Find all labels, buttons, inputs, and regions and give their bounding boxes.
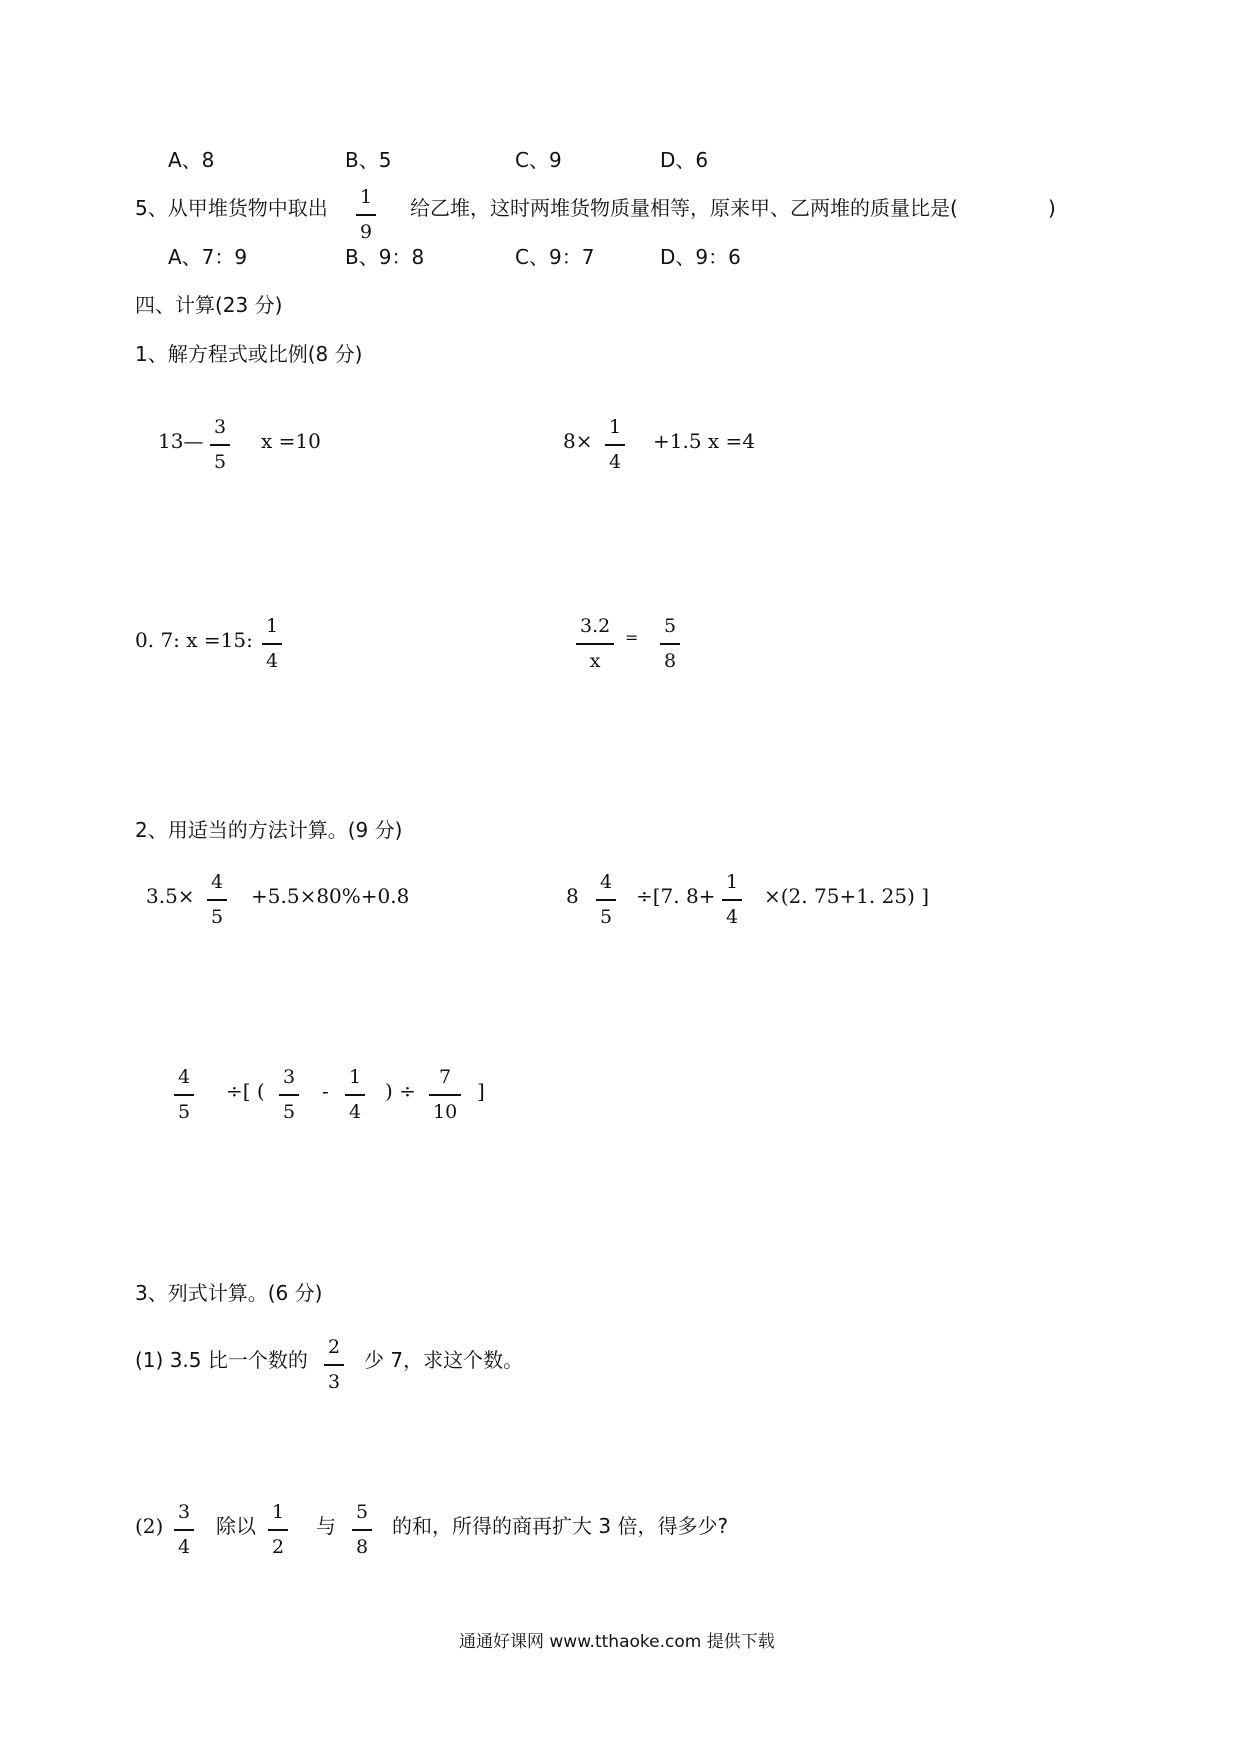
eq4-frac2-den: 8	[664, 650, 677, 672]
q5-paren-close: )	[1048, 196, 1056, 220]
expr3-fraction-1	[174, 1068, 194, 1122]
part1-title: 1、解方程式或比例(8 分)	[135, 342, 363, 366]
p2-t2: 与	[316, 1514, 336, 1538]
section-title: 四、计算(23 分)	[135, 293, 283, 317]
p1-suffix: 少 7，求这个数。	[364, 1348, 524, 1372]
q5-option-b: B、9：8	[345, 245, 425, 269]
q4-option-c: C、9	[515, 148, 562, 172]
part2-title: 2、用适当的方法计算。(9 分)	[135, 818, 403, 842]
eq2-fraction	[605, 418, 625, 472]
p2-frac2-num: 1	[272, 1501, 285, 1523]
expr3-t2: -	[322, 1079, 329, 1103]
eq2-left: 8×	[563, 429, 593, 453]
p1-frac-den: 3	[328, 1371, 341, 1393]
page-footer: 通通好课网 www.tthaoke.com 提供下载	[459, 1632, 775, 1652]
q5-option-c: C、9：7	[515, 245, 595, 269]
expr2-fraction-1	[596, 873, 616, 927]
eq3-frac-num: 1	[266, 615, 279, 637]
eq4-frac1-num: 3.2	[580, 615, 611, 637]
eq4-frac2-num: 5	[664, 615, 677, 637]
p1-prefix: (1) 3.5 比一个数的	[135, 1348, 308, 1372]
q5-prefix: 5、从甲堆货物中取出	[135, 196, 328, 220]
q5-option-a: A、7：9	[168, 245, 248, 269]
p2-frac1-num: 3	[178, 1501, 191, 1523]
p1-frac-num: 2	[328, 1336, 341, 1358]
expr2-mid: ÷[7. 8+	[636, 884, 716, 908]
expr1-left: 3.5×	[146, 884, 195, 908]
expr3-fraction-2	[279, 1068, 299, 1122]
expr3-frac3-den: 4	[349, 1101, 362, 1123]
p2-suffix: 的和，所得的商再扩大 3 倍，得多少?	[392, 1514, 729, 1538]
q5-suffix: 给乙堆，这时两堆货物质量相等，原来甲、乙两堆的质量比是(	[410, 196, 958, 220]
part3-title: 3、列式计算。(6 分)	[135, 1281, 323, 1305]
expr2-frac1-num: 4	[600, 871, 613, 893]
eq4-fraction-left	[576, 617, 614, 671]
expr1-frac-num: 4	[211, 871, 224, 893]
q4-option-b: B、5	[345, 148, 392, 172]
eq2-frac-num: 1	[609, 416, 622, 438]
p2-fraction-1	[174, 1503, 194, 1557]
eq1-frac-den: 5	[214, 451, 227, 473]
expr3-t3: ) ÷	[385, 1079, 416, 1103]
expr3-fraction-4	[429, 1068, 461, 1122]
expr1-fraction	[207, 873, 227, 927]
expr3-frac4-den: 10	[433, 1101, 458, 1123]
expr3-frac2-den: 5	[283, 1101, 296, 1123]
q5-option-d: D、9：6	[660, 245, 741, 269]
expr3-frac1-num: 4	[178, 1066, 191, 1088]
expr1-frac-den: 5	[211, 906, 224, 928]
eq3-left: 0. 7: x =15:	[135, 628, 253, 652]
p2-prefix: (2)	[135, 1514, 164, 1538]
expr2-fraction-2	[722, 873, 742, 927]
q5-fraction	[356, 188, 376, 242]
eq4-equals: =	[625, 628, 639, 647]
eq4-frac1-den: x	[589, 650, 601, 672]
expr3-frac1-den: 5	[178, 1101, 191, 1123]
expr2-frac2-num: 1	[726, 871, 739, 893]
expr3-t4: ]	[477, 1079, 485, 1103]
eq3-fraction	[262, 617, 282, 671]
expr2-right: ×(2. 75+1. 25) ]	[764, 884, 930, 908]
p2-frac3-den: 8	[356, 1536, 369, 1558]
p2-fraction-3	[352, 1503, 372, 1557]
eq1-right: x =10	[261, 429, 321, 453]
expr3-frac4-num: 7	[439, 1066, 452, 1088]
expr3-frac3-num: 1	[349, 1066, 362, 1088]
eq1-left: 13—	[158, 429, 204, 453]
eq2-frac-den: 4	[609, 451, 622, 473]
p1-fraction	[324, 1338, 344, 1392]
expr2-whole: 8	[566, 884, 579, 908]
q4-option-a: A、8	[168, 148, 215, 172]
eq2-right: +1.5 x =4	[653, 429, 756, 453]
p2-t1: 除以	[216, 1514, 256, 1538]
p2-fraction-2	[268, 1503, 288, 1557]
eq1-fraction	[210, 418, 230, 472]
expr2-frac1-den: 5	[600, 906, 613, 928]
expr3-fraction-3	[345, 1068, 365, 1122]
expr3-frac2-num: 3	[283, 1066, 296, 1088]
eq3-frac-den: 4	[266, 650, 279, 672]
p2-frac2-den: 2	[272, 1536, 285, 1558]
expr3-t1: ÷[ (	[226, 1079, 265, 1103]
expr2-frac2-den: 4	[726, 906, 739, 928]
q5-frac-den: 9	[360, 221, 373, 243]
eq4-fraction-right	[660, 617, 680, 671]
p2-frac3-num: 5	[356, 1501, 369, 1523]
eq1-frac-num: 3	[214, 416, 227, 438]
q4-option-d: D、6	[660, 148, 709, 172]
q5-frac-num: 1	[360, 186, 373, 208]
p2-frac1-den: 4	[178, 1536, 191, 1558]
expr1-right: +5.5×80%+0.8	[251, 884, 410, 908]
